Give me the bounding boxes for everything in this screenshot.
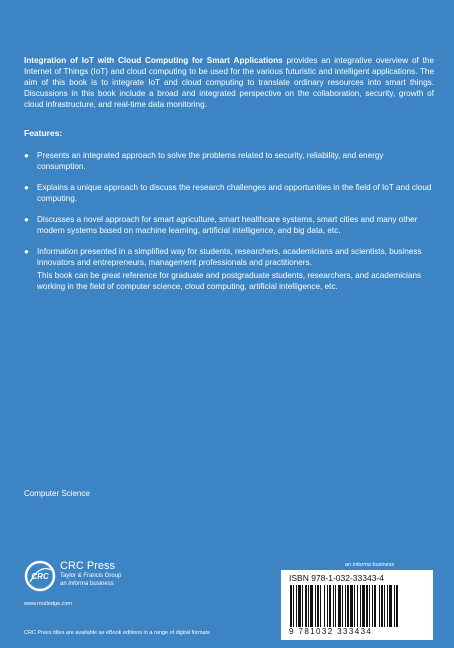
barcode-bar [302,585,303,627]
features-list [24,150,434,278]
feature-item: ● Information presented in a simplified way for students, researchers, academicians and scientists, business innovators and entrepreneurs, management professionals and practitioners. [24,247,422,267]
barcode-bar [394,585,395,627]
subject-category: Computer Science [24,489,90,498]
barcode-bar [310,585,313,627]
barcode-bar [354,585,355,627]
book-title: Integration of IoT with Cloud Computing for Smart Applications [24,56,283,65]
ebook-note: CRC Press titles are available as eBook editions in a range of digital formats [24,630,210,636]
barcode-bar [335,585,336,627]
barcode-bar [357,585,358,627]
barcode-bar [327,585,328,627]
bullet-icon: ● [24,247,29,256]
barcode-bar [342,585,343,627]
description-paragraph [24,55,434,110]
bullet-icon: ● [24,183,29,192]
barcode-bar [369,585,370,627]
barcode-bar [298,585,301,627]
barcode-bar [381,585,383,627]
barcode-bar [360,585,361,627]
barcode-bar [379,585,380,627]
barcode-digits: 9 781032 333434 [289,627,373,636]
barcode-bar [329,585,331,627]
logo-mark: CRC [31,572,49,581]
description-text: provides an integrative overview of the Internet of Things (IoT) and cloud computing to be used for the various futuristic and intelligent applications. The aim of this book is to integrate IoT and cloud computing to translate ordinary resources into smart things. Discussions in this book include a broad and integrated perspective on the collaboration, security, growth of cloud infrastructure, and real-time data monitoring. [24,56,435,109]
barcode-bar [305,585,307,627]
barcode-bar [333,585,334,627]
barcode-bar [374,585,376,627]
barcode-bar [387,585,388,627]
barcode-bar [366,585,368,627]
informa-business-tag: an informa business [345,562,395,568]
feature-item: ● Discusses a novel approach for smart agriculture, smart healthcare systems, smart cities and many other modern systems based on machine learning, artificial intelligence, and big data, etc. [24,215,418,235]
barcode-bar [396,585,398,627]
barcode-bar [315,585,316,627]
barcode-bar [372,585,373,627]
feature-item: ● Presents an integrated approach to solve the problems related to security, reliability, and energy consumption. [24,151,384,171]
barcode-bar [296,585,297,627]
closing-paragraph: This book can be great reference for graduate and postgraduate students, researchers, and academicians working in the field of computer science, cloud computing, artificial intelligence, etc. [37,271,422,291]
barcode-bar [320,585,321,627]
barcode-bar [362,585,365,627]
bullet-icon: ● [24,215,29,224]
publisher-website: www.routledge.com [24,601,72,607]
barcode-bar [308,585,309,627]
barcode-icon [289,585,427,630]
isbn-number: ISBN 978-1-032-33343-4 [289,573,384,583]
features-heading: Features: [24,128,63,138]
barcode-bar [338,585,341,627]
barcode-box [281,570,433,640]
bullet-icon: ● [24,151,29,160]
publisher-business: an informa business [60,581,114,587]
barcode-bar [345,585,346,627]
barcode-bar [293,585,294,627]
publisher-name: CRC Press [60,560,116,572]
barcode-bar [290,585,292,627]
crc-logo-icon [24,560,56,592]
barcode-bar [317,585,319,627]
barcode-bar [350,585,353,627]
barcode-bar [347,585,349,627]
barcode-bar [384,585,385,627]
barcode-bar [324,585,325,627]
publisher-group: Taylor & Francis Group [60,573,122,579]
barcode-bar [389,585,392,627]
feature-item: ● Explains a unique approach to discuss the research challenges and opportunities in the field of IoT and cloud computing. [24,183,432,203]
